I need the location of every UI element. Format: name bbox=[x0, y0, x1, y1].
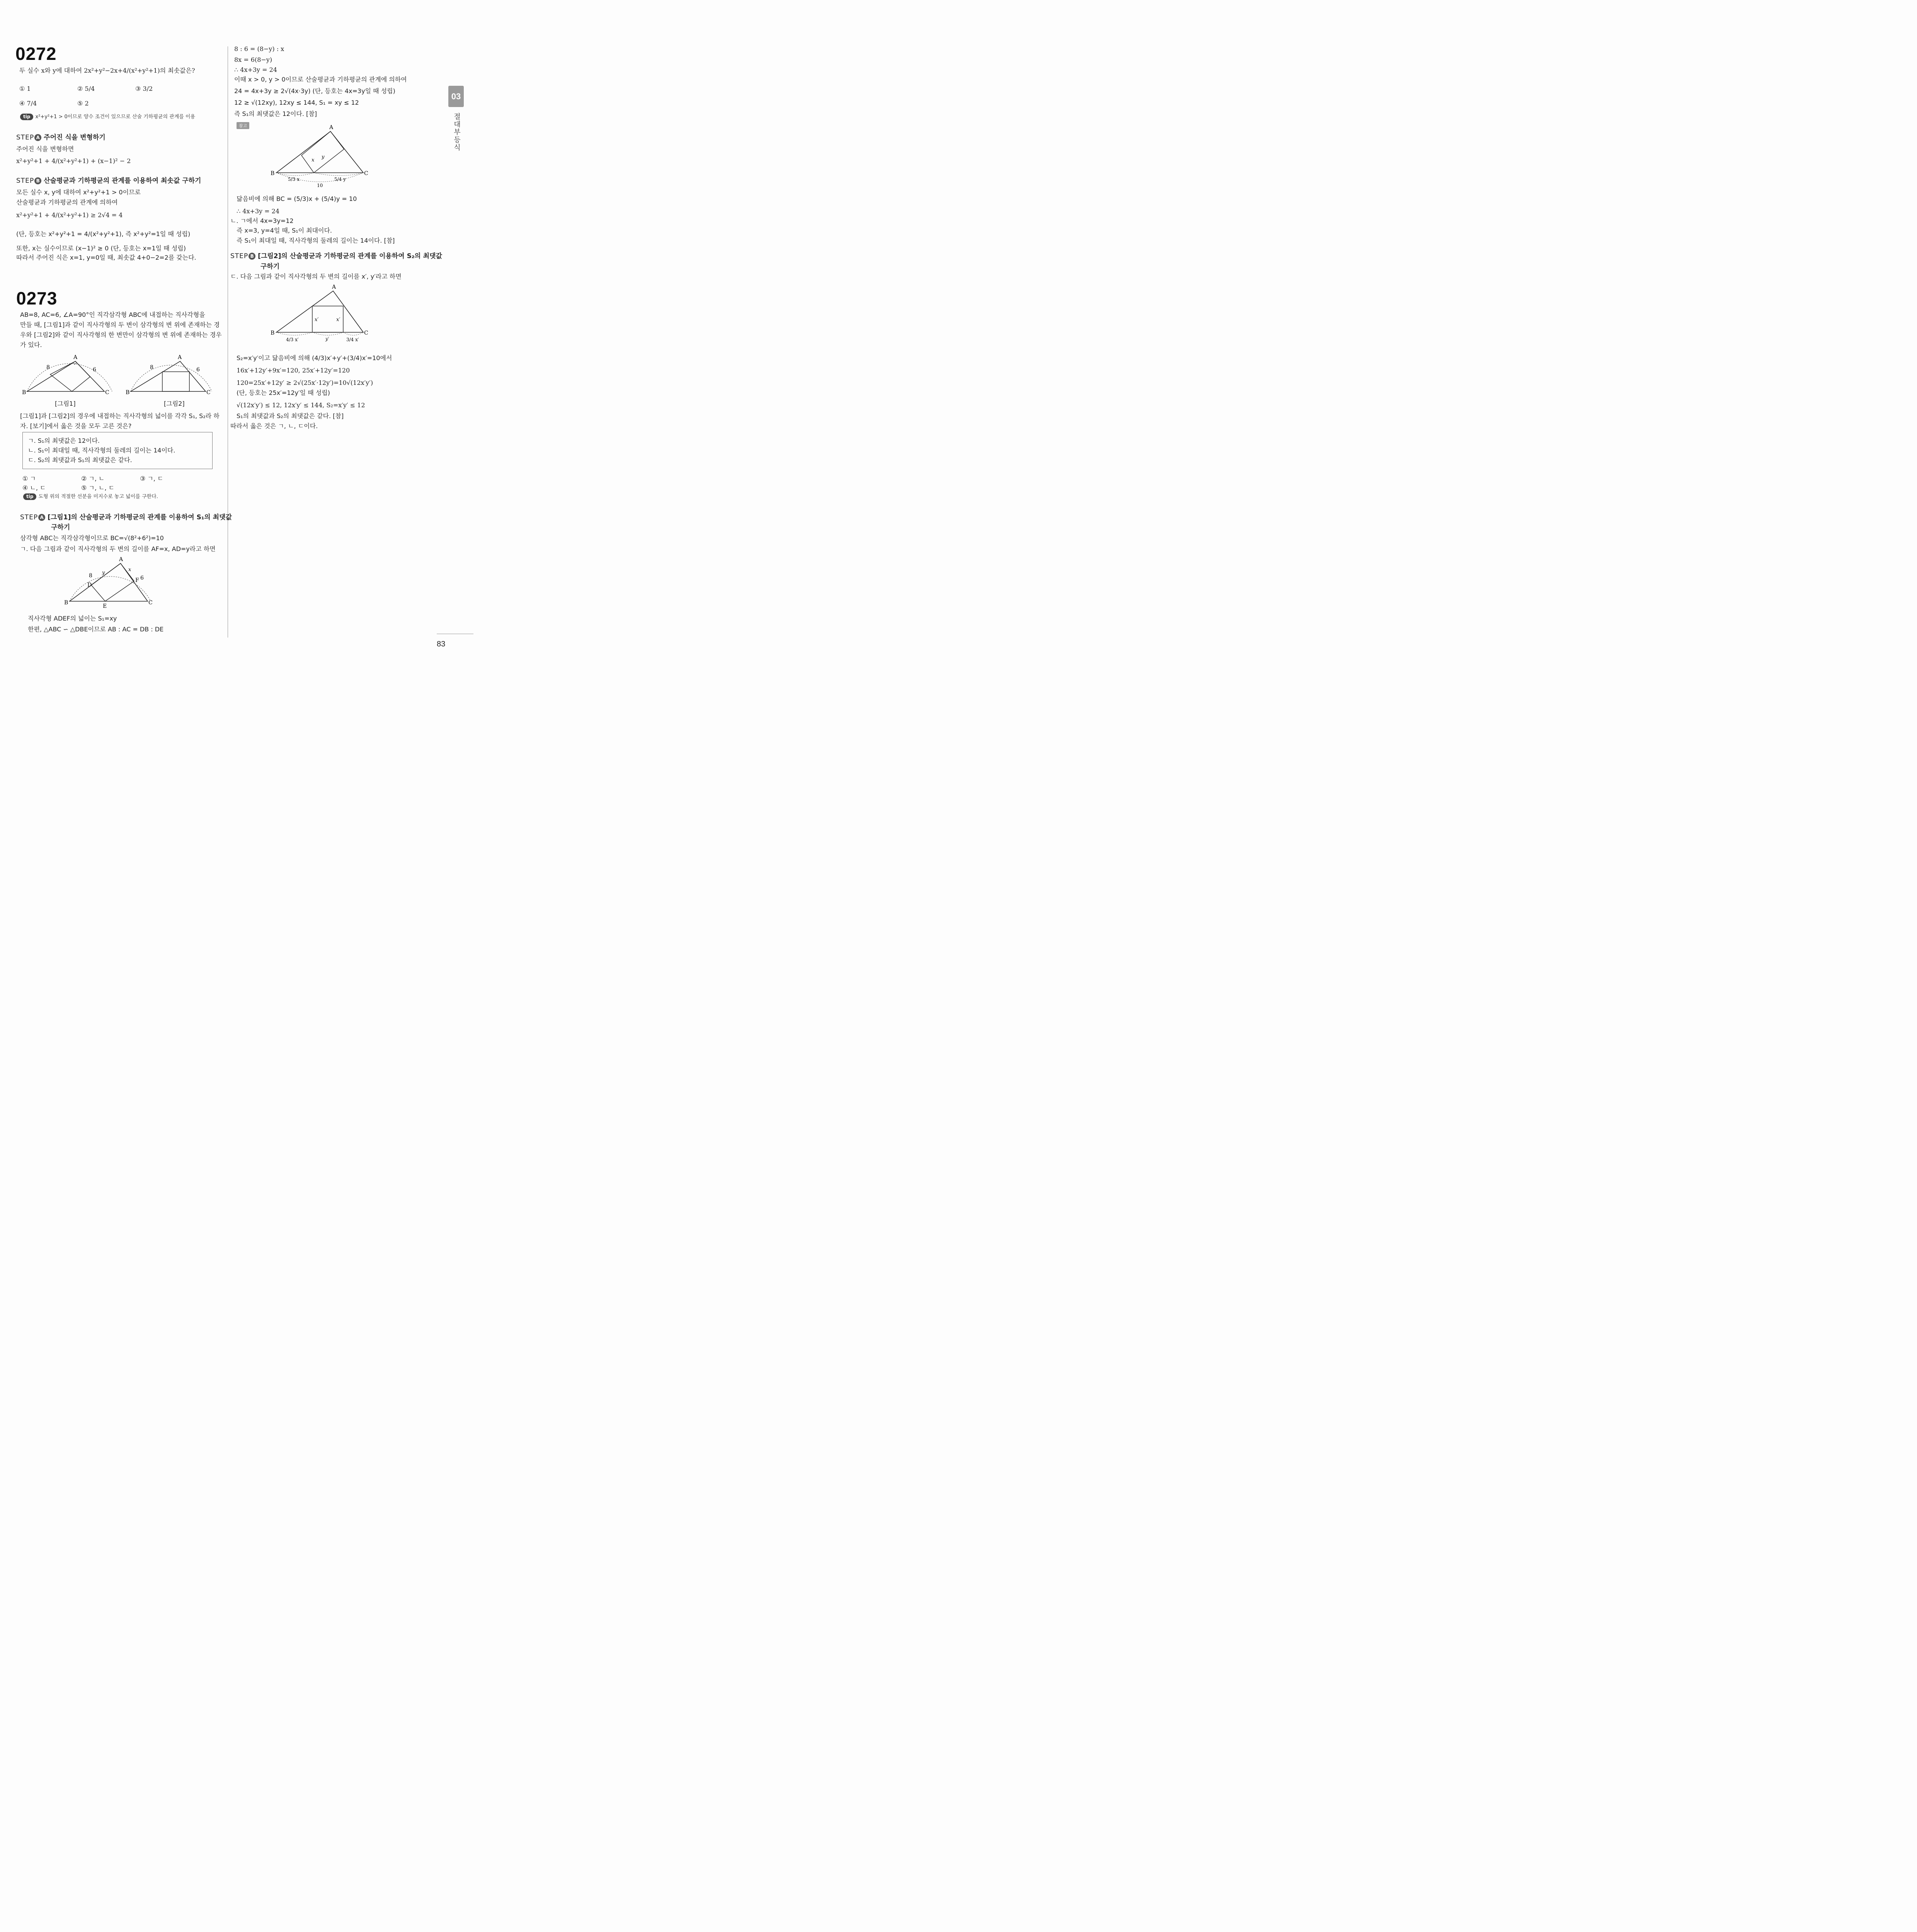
tip-text: 도형 위의 적절한 선분을 미지수로 놓고 넓이를 구한다. bbox=[38, 494, 158, 500]
view-item: ㄱ. S₁의 최댓값은 12이다. bbox=[28, 437, 100, 444]
label-b: B bbox=[22, 389, 26, 396]
label-d: D bbox=[87, 582, 92, 588]
solution-line: S₁의 최댓값과 S₂의 최댓값은 같다. [참] bbox=[237, 412, 344, 420]
label-ac: 6 bbox=[93, 367, 96, 373]
figure-2-caption: [그림2] bbox=[164, 400, 185, 407]
figure-reference bbox=[271, 124, 371, 190]
figure-s2 bbox=[271, 284, 371, 346]
tip-0273 bbox=[23, 492, 158, 501]
step-b-badge: B bbox=[34, 177, 41, 184]
choice-3[interactable]: ③ 3/2 bbox=[135, 85, 153, 92]
question-0272: 두 실수 x와 y에 대하여 2x²+y²−2x+4/(x²+y²+1)의 최솟값은? bbox=[19, 67, 195, 74]
step-a-line: x²+y²+1 + 4/(x²+y²+1) + (x−1)² − 2 bbox=[16, 157, 131, 165]
label-ac: 6 bbox=[196, 367, 200, 373]
step-a-heading-0272 bbox=[16, 132, 106, 141]
chapter-tab: 03 bbox=[448, 86, 464, 107]
label-a: A bbox=[119, 556, 123, 563]
question-0273-part2: [그림1]과 [그림2]의 경우에 내접하는 직사각형의 넓이를 각각 S₁, S₂라 하 bbox=[20, 412, 220, 420]
step-word: STEP bbox=[16, 134, 34, 141]
label-left-frac: 5/3 x bbox=[288, 177, 300, 182]
problem-number-0272: 0272 bbox=[15, 44, 57, 64]
choice-2[interactable]: ② ㄱ, ㄴ bbox=[81, 475, 105, 482]
step-a-line: 삼각형 ABC는 직각삼각형이므로 BC=√(8²+6²)=10 bbox=[20, 534, 164, 542]
step-b-title: 산술평균과 기하평균의 관계를 이용하여 최솟값 구하기 bbox=[44, 177, 201, 185]
solution-line: S₂=x′y′이고 닮음비에 의해 (4/3)x′+y′+(3/4)x′=10에서 bbox=[237, 354, 392, 362]
label-f: F bbox=[135, 577, 139, 583]
triangle bbox=[276, 291, 363, 332]
label-b: B bbox=[64, 600, 68, 606]
step-b-heading-0272 bbox=[16, 175, 201, 185]
step-b-heading-0273 bbox=[230, 250, 442, 260]
step-a-badge: A bbox=[34, 134, 41, 141]
step-a-heading-0273 bbox=[20, 512, 232, 521]
label-x: x bbox=[312, 157, 315, 163]
label-c: C bbox=[364, 170, 368, 177]
step-a-badge: A bbox=[38, 514, 45, 521]
solution-line: ㄴ. ㄱ에서 4x=3y=12 bbox=[230, 217, 294, 224]
label-y: y bbox=[102, 570, 105, 576]
question-0273: 우와 [그림2]와 같이 직사각형의 한 변만이 삼각형의 변 위에 존재하는 경우 bbox=[20, 331, 222, 338]
label-x1: x′ bbox=[315, 317, 319, 323]
question-0273: 가 있다. bbox=[20, 341, 42, 349]
problem-number-0273: 0273 bbox=[16, 288, 58, 308]
rectangle bbox=[301, 131, 344, 173]
label-e: E bbox=[103, 603, 107, 609]
choice-4[interactable]: ④ ㄴ, ㄷ bbox=[22, 484, 46, 492]
figure-1-caption: [그림1] bbox=[55, 400, 76, 407]
step-b-line: 산술평균과 기하평균의 관계에 의하여 bbox=[16, 199, 118, 206]
page-number: 83 bbox=[437, 640, 446, 648]
choice-4[interactable]: ④ 7/4 bbox=[19, 100, 37, 107]
step-b-line: (단, 등호는 x²+y²+1 = 4/(x²+y²+1), 즉 x²+y²=1일 때 성립) bbox=[16, 230, 191, 238]
rectangle bbox=[50, 361, 90, 391]
choice-5[interactable]: ⑤ 2 bbox=[77, 100, 89, 107]
step-word: STEP bbox=[16, 177, 34, 185]
step-a-line: 직사각형 ADEF의 넓이는 S₁=xy bbox=[28, 615, 117, 622]
figure-adef bbox=[62, 556, 162, 610]
solution-line: 8x = 6(8−y) bbox=[234, 56, 272, 63]
step-a-line: 한편, △ABC ∽ △DBE이므로 AB : AC = DB : DE bbox=[28, 626, 164, 633]
brace-mid bbox=[312, 332, 343, 335]
solution-line: ㄷ. 다음 그림과 같이 직사각형의 두 변의 길이를 x′, y′라고 하면 bbox=[230, 273, 402, 280]
brace-left bbox=[276, 332, 312, 335]
question-0273-part2: 자. [보기]에서 옳은 것을 모두 고른 것은? bbox=[20, 422, 132, 430]
label-c: C bbox=[105, 389, 109, 396]
label-a: A bbox=[329, 124, 334, 131]
tip-0272 bbox=[20, 112, 195, 121]
brace-left bbox=[276, 173, 314, 176]
brace-right bbox=[343, 332, 363, 335]
tip-text: x²+y²+1 > 0이므로 양수 조건이 있으므로 산술 기하평균의 관계를 이용 bbox=[35, 114, 196, 120]
view-item: ㄷ. S₂의 최댓값과 S₁의 최댓값은 같다. bbox=[28, 456, 132, 464]
solution-line: ∴ 4x+3y = 24 bbox=[237, 207, 280, 215]
reference-badge: 참고 bbox=[237, 122, 249, 129]
step-b-line: 따라서 주어진 식은 x=1, y=0일 때, 최솟값 4+0−2=2를 갖는다. bbox=[16, 254, 196, 261]
label-ab: 8 bbox=[46, 364, 50, 371]
solution-line: 24 = 4x+3y ≥ 2√(4x·3y) (단, 등호는 4x=3y일 때 성립) bbox=[234, 87, 395, 95]
label-a: A bbox=[178, 354, 182, 361]
step-word: STEP bbox=[20, 514, 38, 521]
label-c: C bbox=[148, 600, 153, 606]
solution-line: 즉 S₁이 최대일 때, 직사각형의 둘레의 길이는 14이다. [참] bbox=[237, 237, 395, 244]
triangle bbox=[276, 131, 363, 173]
figure-1 bbox=[23, 350, 116, 398]
label-b: B bbox=[271, 330, 275, 336]
label-b: B bbox=[126, 389, 130, 396]
label-bc: 10 bbox=[317, 183, 323, 188]
brace-right bbox=[314, 173, 363, 176]
solution-line: 즉 x=3, y=4일 때, S₁이 최대이다. bbox=[237, 227, 332, 234]
step-a-line: 주어진 식을 변형하면 bbox=[16, 145, 74, 153]
tip-badge: tip bbox=[20, 114, 33, 120]
right-angle-mark bbox=[73, 363, 77, 364]
solution-line: 12 ≥ √(12xy), 12xy ≤ 144, S₁ = xy ≤ 12 bbox=[234, 99, 359, 106]
step-a-line: ㄱ. 다음 그림과 같이 직사각형의 두 변의 길이를 AF=x, AD=y라고 하면 bbox=[20, 545, 216, 553]
label-ac: 6 bbox=[140, 575, 144, 581]
label-right-frac: 5/4 y bbox=[334, 177, 346, 182]
label-b: B bbox=[271, 170, 275, 177]
label-y: y bbox=[322, 154, 325, 160]
choice-1[interactable]: ① 1 bbox=[19, 85, 31, 92]
label-a: A bbox=[73, 354, 78, 361]
arc bbox=[27, 364, 112, 391]
solution-line: 16x′+12y′+9x′=120, 25x′+12y′=120 bbox=[237, 367, 350, 374]
solution-line: (단, 등호는 25x′=12y′일 때 성립) bbox=[237, 389, 330, 396]
conclusion: 따라서 옳은 것은 ㄱ, ㄴ, ㄷ이다. bbox=[230, 422, 318, 430]
label-ab: 8 bbox=[89, 573, 92, 579]
choice-1[interactable]: ① ㄱ bbox=[22, 475, 36, 482]
choice-2[interactable]: ② 5/4 bbox=[77, 85, 95, 92]
solution-line: 즉 S₁의 최댓값은 12이다. [참] bbox=[234, 110, 317, 117]
label-ab: 8 bbox=[150, 364, 153, 371]
label-x: x bbox=[128, 567, 131, 573]
label-right-frac: 3/4 x′ bbox=[346, 337, 359, 342]
step-b-line: x²+y²+1 + 4/(x²+y²+1) ≥ 2√4 = 4 bbox=[16, 211, 123, 219]
solution-line: 120=25x′+12y′ ≥ 2√(25x′·12y′)=10√(12x′y′) bbox=[237, 379, 373, 386]
step-b-line: 모든 실수 x, y에 대하여 x²+y²+1 > 0이므로 bbox=[16, 189, 141, 196]
label-c: C bbox=[206, 389, 211, 396]
step-b-line: 또한, x는 실수이므로 (x−1)² ≥ 0 (단, 등호는 x=1일 때 성립) bbox=[16, 245, 186, 252]
solution-line: 이때 x > 0, y > 0이므로 산술평균과 기하평균의 관계에 의하여 bbox=[234, 76, 407, 83]
label-c: C bbox=[364, 330, 368, 336]
label-y: y′ bbox=[325, 336, 329, 342]
step-b-badge: B bbox=[249, 253, 255, 260]
step-a-title: [그림1]의 산술평균과 기하평균의 관계를 이용하여 S₁의 최댓값 bbox=[48, 514, 232, 521]
question-0273: 만들 때, [그림1]과 같이 직사각형의 두 변이 삼각형의 변 위에 존재하는 경 bbox=[20, 321, 220, 328]
rectangle bbox=[162, 372, 189, 391]
solution-line: ∴ 4x+3y = 24 bbox=[234, 66, 278, 73]
choice-3[interactable]: ③ ㄱ, ㄷ bbox=[140, 475, 163, 482]
step-b-title-cont: 구하기 bbox=[260, 263, 280, 270]
solution-line: 닮음비에 의해 BC = (5/3)x + (5/4)y = 10 bbox=[237, 195, 357, 202]
solution-line: √(12x′y′) ≤ 12, 12x′y′ ≤ 144, S₂=x′y′ ≤ 12 bbox=[237, 401, 365, 409]
chapter-label: 절대부등식 bbox=[453, 113, 461, 151]
step-b-title: [그림2]의 산술평균과 기하평균의 관계를 이용하여 S₂의 최댓값 bbox=[258, 252, 442, 260]
figure-2 bbox=[124, 350, 216, 398]
step-a-title: 주어진 식을 변형하기 bbox=[44, 134, 106, 141]
label-x2: x′ bbox=[336, 317, 340, 323]
rectangle bbox=[91, 563, 134, 601]
step-word: STEP bbox=[230, 252, 249, 260]
question-0273: AB=8, AC=6, ∠A=90°인 직각삼각형 ABC에 내접하는 직사각형을 bbox=[20, 311, 205, 318]
tip-badge: tip bbox=[23, 493, 36, 500]
solution-line: 8 : 6 = (8−y) : x bbox=[234, 45, 284, 53]
choice-5[interactable]: ⑤ ㄱ, ㄴ, ㄷ bbox=[81, 484, 115, 492]
label-left-frac: 4/3 x′ bbox=[286, 337, 299, 342]
step-a-title-cont: 구하기 bbox=[51, 524, 70, 531]
view-item: ㄴ. S₁이 최대일 때, 직사각형의 둘레의 길이는 14이다. bbox=[28, 447, 175, 454]
label-a: A bbox=[332, 284, 336, 290]
